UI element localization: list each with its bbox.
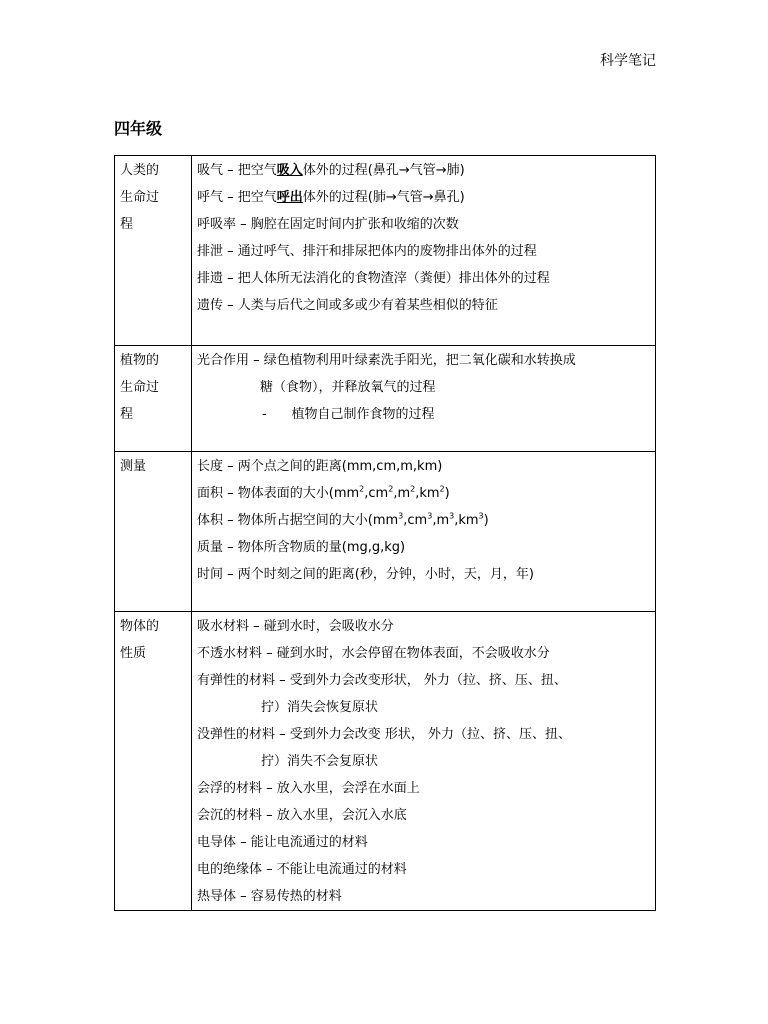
note-text: 体积 – 物体所占据空间的大小(mm [197, 513, 399, 528]
notes-table [114, 155, 656, 911]
superscript: 3 [478, 511, 484, 521]
note-text: ,cm [364, 486, 389, 501]
note-text: ,km [454, 513, 479, 528]
superscript: 3 [398, 511, 404, 521]
emphasis-text: 呼出 [276, 190, 303, 205]
note-line [197, 480, 650, 507]
note-line: 排遗 – 把人体所无法消化的食物渣滓（粪便）排出体外的过程 [197, 271, 550, 286]
content-cell [192, 612, 656, 911]
note-line: 没弹性的材料 – 受到外力会改变 形状， 外力（拉、挤、压、扭、 [197, 727, 572, 742]
note-line: 电导体 – 能让电流通过的材料 [197, 835, 368, 850]
note-line: 会浮的材料 – 放入水里，会浮在水面上 [197, 781, 420, 796]
note-line-continuation: 拧）消失不会复原状 [261, 754, 379, 769]
note-line: 光合作用 – 绿色植物利用叶绿素洗手阳光，把二氧化碳和水转换成 [197, 353, 576, 368]
content-cell [192, 452, 656, 612]
category-cell [115, 612, 192, 911]
note-text: 体外的过程(鼻孔→气管→肺) [302, 163, 465, 178]
note-text: ) [483, 513, 489, 528]
note-line [197, 184, 650, 211]
content-cell [192, 346, 656, 452]
note-line-continuation: 糖（食物），并释放氧气的过程 [260, 380, 436, 395]
note-line: 呼吸率 – 胸腔在固定时间内扩张和收缩的次数 [197, 217, 459, 232]
table-row [115, 452, 656, 612]
note-line: 有弹性的材料 – 受到外力会改变形状， 外力（拉、挤、压、扭、 [197, 673, 567, 688]
category-cell [115, 346, 192, 452]
category-label: 植物的 [120, 353, 160, 368]
category-label: 人类的 [120, 163, 160, 178]
note-line: 遗传 – 人类与后代之间或多或少有着某些相似的特征 [197, 298, 498, 313]
category-label: 程 [120, 217, 134, 232]
content-cell [192, 156, 656, 346]
note-line: 会沉的材料 – 放入水里，会沉入水底 [197, 808, 407, 823]
category-label: 测量 [120, 459, 147, 474]
note-line: 排泄 – 通过呼气、排汗和排尿把体内的废物排出体外的过程 [197, 244, 537, 259]
category-cell [115, 156, 192, 346]
table-row [115, 346, 656, 452]
note-text: 体外的过程(肺→气管→鼻孔) [302, 190, 465, 205]
note-text: ,m [393, 486, 411, 501]
superscript: 2 [439, 484, 445, 494]
category-label: 生命过 [120, 190, 160, 205]
superscript: 3 [427, 511, 433, 521]
superscript: 2 [388, 484, 394, 494]
superscript: 3 [449, 511, 455, 521]
superscript: 2 [359, 484, 365, 494]
category-cell [115, 452, 192, 612]
note-line-subpoint: - 植物自己制作食物的过程 [262, 407, 435, 422]
note-line: 不透水材料 – 碰到水时，水会停留在物体表面，不会吸收水分 [197, 646, 550, 661]
note-line [197, 507, 650, 534]
note-line: 时间 – 两个时刻之间的距离(秒，分钟，小时，天，月，年) [197, 567, 534, 582]
note-line: 吸水材料 – 碰到水时，会吸收水分 [197, 619, 394, 634]
note-text: ) [444, 486, 450, 501]
note-text: 呼气 – 把空气 [197, 190, 277, 205]
note-text: ,m [432, 513, 450, 528]
table-row [115, 156, 656, 346]
category-label: 程 [120, 407, 134, 422]
note-line: 热导体 – 容易传热的材料 [197, 889, 342, 904]
table-row [115, 612, 656, 911]
emphasis-text: 吸入 [276, 163, 303, 178]
category-label: 性质 [120, 646, 147, 661]
note-text: 面积 – 物体表面的大小(mm [197, 486, 360, 501]
note-text: ,cm [403, 513, 428, 528]
note-line-continuation: 拧）消失会恢复原状 [261, 700, 379, 715]
note-line: 电的绝缘体 – 不能让电流通过的材料 [197, 862, 407, 877]
note-line [197, 157, 650, 184]
superscript: 2 [410, 484, 416, 494]
note-line: 长度 – 两个点之间的距离(mm,cm,m,km) [197, 459, 443, 474]
category-label: 生命过 [120, 380, 160, 395]
category-label: 物体的 [120, 619, 160, 634]
page-header-title: 科学笔记 [600, 53, 656, 69]
note-line: 质量 – 物体所含物质的量(mg,g,kg) [197, 540, 406, 555]
grade-heading: 四年级 [114, 119, 163, 138]
note-text: ,km [415, 486, 440, 501]
note-text: 吸气 – 把空气 [197, 163, 277, 178]
